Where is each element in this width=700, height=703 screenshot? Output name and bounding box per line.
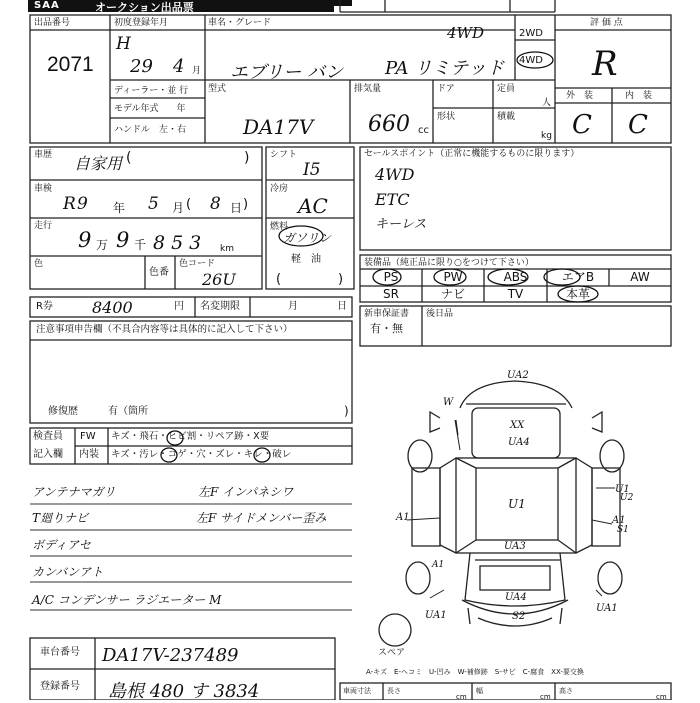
inspection-day-open: ( <box>186 197 192 212</box>
mark-s2: S2 <box>512 611 526 622</box>
car-name-label: 車名・グレード <box>208 18 272 28</box>
mark-s1: S1 <box>617 525 629 535</box>
repair-history-value: 有（箇所 <box>108 406 148 417</box>
equip-ps: PS <box>383 270 399 284</box>
warranty-label: 新車保証書 <box>364 309 410 319</box>
r-ken-label: R券 <box>36 301 53 312</box>
man-unit: 万 <box>96 238 109 252</box>
kg-unit: kg <box>541 131 552 141</box>
exterior-label: 外 装 <box>566 91 594 101</box>
load-label: 積載 <box>497 112 516 122</box>
mileage-sen: 9 <box>116 228 130 252</box>
inspection-era: R <box>63 194 76 214</box>
fw-text: キズ・飛石・ヒビ割・リペア跡・X要 <box>111 431 270 442</box>
fuel-value: ガソリン <box>283 231 332 245</box>
equip-navi: ナビ <box>440 287 465 301</box>
mark-ua3: UA3 <box>504 541 526 552</box>
registration-number: 島根 480 す 3834 <box>108 681 260 702</box>
registration-label: 登録番号 <box>40 681 80 692</box>
remark-5: ボディアセ <box>32 538 91 552</box>
use-value: 自家用 <box>74 154 123 173</box>
registration-month: 4 <box>173 56 185 77</box>
diesel-label: 軽 油 <box>291 254 321 265</box>
equip-aw: AW <box>630 270 650 284</box>
color-no-label: 色番 <box>149 267 169 278</box>
mark-xx: XX <box>510 420 525 431</box>
entry-label: 記入欄 <box>33 449 63 460</box>
equip-tv: TV <box>507 287 524 301</box>
repair-history-label: 修復歴 <box>48 406 78 417</box>
car-diagram <box>379 381 624 646</box>
use-label: 車歴 <box>34 150 53 160</box>
km-unit: km <box>220 244 234 254</box>
type-label: 型式 <box>208 84 227 94</box>
width-label: 幅 <box>476 687 483 695</box>
interior-grade: C <box>628 110 648 140</box>
ac-value: AC <box>298 194 328 218</box>
dealer-label: ディーラー・並 行 <box>114 86 189 96</box>
name-change-label: 名変期限 <box>200 301 240 312</box>
handle-label: ハンドル 左・右 <box>114 125 187 135</box>
inspector-label: 検査員 <box>33 431 63 442</box>
fuel-label: 燃料 <box>270 222 289 232</box>
door-label: ドア <box>437 84 455 94</box>
inspection-day: 8 <box>210 194 221 214</box>
color-label: 色 <box>34 259 44 269</box>
remark-2: 左F インパネシワ <box>198 485 294 499</box>
length-unit: cm <box>456 693 467 701</box>
mark-u1-right: U1 <box>615 484 630 495</box>
fw-label: FW <box>80 431 96 442</box>
color-code: 26U <box>202 270 236 289</box>
equip-abs: ABS <box>503 270 528 284</box>
sales-point-2: ETC <box>375 190 410 209</box>
height-label: 高さ <box>559 687 573 695</box>
interior-check-label: 内装 <box>79 449 99 460</box>
score-label: 評 価 点 <box>590 18 623 28</box>
shift-label: シフト <box>270 150 298 160</box>
registration-era: H <box>116 34 131 54</box>
capacity-label: 定員 <box>497 84 516 94</box>
inspection-label: 車検 <box>34 184 53 194</box>
mark-ua4-front: UA4 <box>505 592 527 603</box>
equipment-title: 装備品（純正品に限り○をつけて下さい） <box>364 258 534 268</box>
shape-label: 形状 <box>437 112 456 122</box>
registration-year: 29 <box>130 56 153 77</box>
exterior-grade: C <box>572 110 592 140</box>
mark-w: W <box>443 397 454 408</box>
mark-a1-front: A1 <box>432 560 445 570</box>
yen-unit: 円 <box>174 301 184 312</box>
vehicle-size-label: 車両寸法 <box>343 687 371 695</box>
chassis-label: 車台番号 <box>40 647 80 658</box>
sen-unit: 千 <box>134 238 147 252</box>
height-unit: cm <box>656 693 667 701</box>
mark-ua1-left: UA1 <box>425 610 447 621</box>
equip-leather: 本革 <box>565 287 590 301</box>
expiry-day-unit: 日 <box>337 301 347 312</box>
mark-ua4-top: UA4 <box>508 437 530 448</box>
type-value: DA17V <box>243 115 314 139</box>
mileage-label: 走行 <box>34 221 53 231</box>
mark-u2: U2 <box>620 493 634 503</box>
use-open-paren: ( <box>126 150 132 166</box>
model-name: エブリー バン <box>230 62 344 83</box>
remark-6: カンバンアト <box>32 565 104 579</box>
inspection-year: 9 <box>77 194 88 214</box>
width-unit: cm <box>540 693 551 701</box>
notes-title: 注意事項申告欄（不具合内容等は具体的に記入して下さい） <box>36 324 293 335</box>
inspection-month-unit: 月 <box>172 201 185 215</box>
chassis-number: DA17V-237489 <box>102 645 239 666</box>
equip-pw: PW <box>443 270 463 284</box>
displacement-label: 排気量 <box>354 84 382 94</box>
mileage-rest: 853 <box>153 232 208 254</box>
inspection-day-close: ) <box>243 197 249 212</box>
drive-option-4wd: 4WD <box>519 55 543 66</box>
mark-roof: UA2 <box>507 370 529 381</box>
form-title: オークション出品票 <box>95 1 194 14</box>
sales-point-1: 4WD <box>375 165 415 184</box>
equip-sr: SR <box>383 287 399 301</box>
remark-7: A/C コンデンサー ラジエーター M <box>32 593 222 607</box>
mark-a1-right: A1 <box>612 515 626 526</box>
cc-unit: cc <box>418 125 429 136</box>
sales-points-title: セールスポイント（正常に機能するものに限ります） <box>364 149 580 159</box>
listing-number-label: 出品番号 <box>34 18 71 28</box>
color-code-label: 色コード <box>179 259 216 269</box>
length-label: 長さ <box>387 687 401 695</box>
mark-u1-body: U1 <box>508 497 526 511</box>
mark-a1-left: A1 <box>396 512 410 523</box>
remark-1: アンテナマガリ <box>32 485 116 499</box>
later-items-label: 後日品 <box>426 309 454 319</box>
interior-label: 内 装 <box>625 91 653 101</box>
drive-option-2wd: 2WD <box>519 28 543 39</box>
capacity-unit: 人 <box>542 98 552 108</box>
sales-point-3: キーレス <box>375 217 427 232</box>
model-year-label: モデル年式 年 <box>114 104 186 114</box>
inspection-day-unit: 日 <box>230 201 243 215</box>
remark-3: T廻りナビ <box>32 511 89 525</box>
shift-value: I5 <box>303 160 321 180</box>
inspection-month: 5 <box>148 194 159 214</box>
listing-number: 2071 <box>47 53 94 76</box>
month-unit: 月 <box>192 66 202 76</box>
equip-airbag: エアB <box>561 270 595 284</box>
diesel-open-paren: ( <box>276 272 282 287</box>
interior-check-text: キズ・汚レ・コゲ・穴・ズレ・キレ・破レ <box>111 449 292 460</box>
score-value: R <box>592 44 618 84</box>
drive-handwritten: 4WD <box>447 24 484 42</box>
remark-4: 左F サイドメンバー歪み <box>196 511 327 525</box>
repair-close-paren: ) <box>344 404 349 418</box>
spare-label: スペア <box>378 648 406 658</box>
damage-legend: A-キズ E-ヘコミ U-凹み W-補修跡 S-サビ C-腐食 XX-要交換 <box>366 668 584 676</box>
ac-label: 冷房 <box>270 184 289 194</box>
r-ken-value: 8400 <box>92 298 133 317</box>
warranty-value: 有・無 <box>370 322 403 335</box>
use-close-paren: ) <box>244 150 250 166</box>
first-registration-label: 初度登録年月 <box>114 18 169 28</box>
displacement-value: 660 <box>368 112 410 137</box>
diesel-close-paren: ) <box>338 272 344 287</box>
grade: PA リミテッド <box>385 58 505 79</box>
mark-ua1-right: UA1 <box>596 603 618 614</box>
expiry-month-unit: 月 <box>288 301 298 312</box>
mileage-man: 9 <box>78 228 92 252</box>
logo: SAA <box>34 0 60 11</box>
inspection-year-unit: 年 <box>113 201 126 215</box>
